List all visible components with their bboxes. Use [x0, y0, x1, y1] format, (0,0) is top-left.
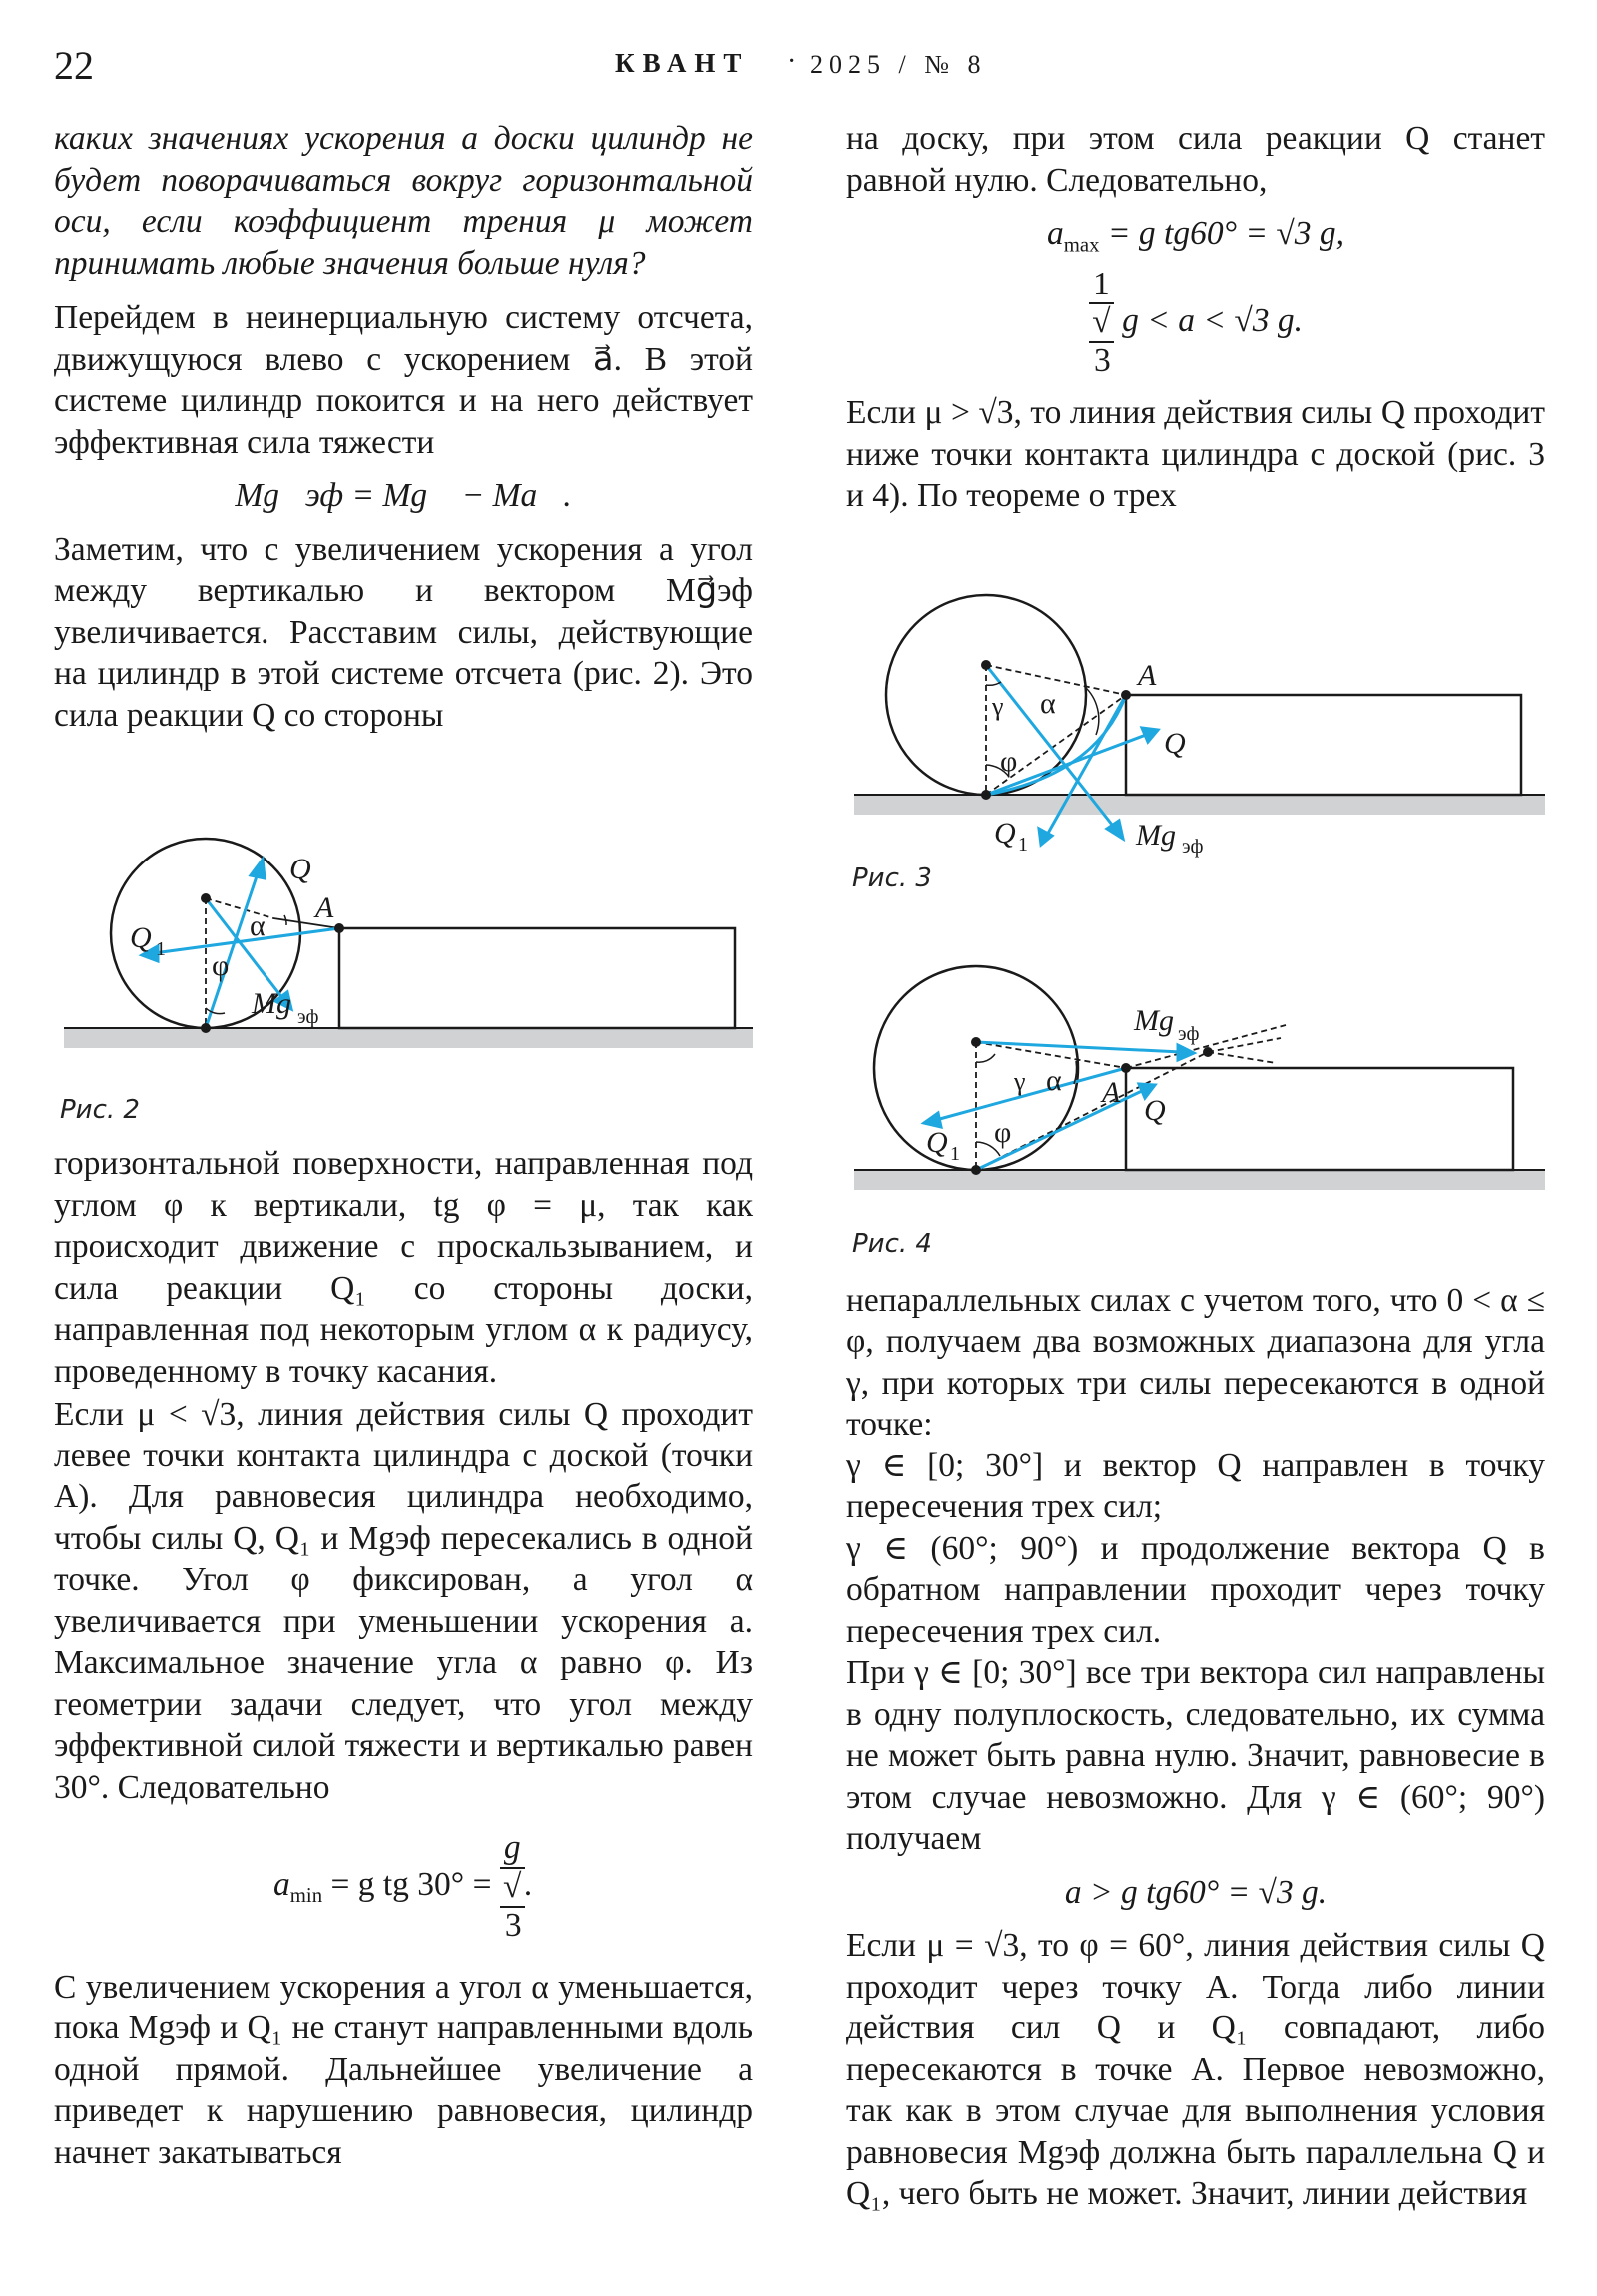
figure-2	[54, 776, 753, 1131]
svg-text:эф: эф	[1182, 835, 1204, 858]
figure-4-diagram	[846, 930, 1545, 1210]
equation-a-greater: a > g tg60° = √3 g.	[1064, 1873, 1328, 1911]
label-alpha: α	[250, 909, 266, 942]
page-number: 22	[54, 43, 94, 88]
label-alpha: α	[1040, 686, 1056, 720]
equation-effective-gravity: Mg⃗эф = Mg⃗ − Ma⃗.	[235, 477, 572, 514]
svg-text:1: 1	[950, 1142, 960, 1165]
paragraph: γ ∈ (60°; 90°) и продолжение вектора Q в обратном направлении проходит через точку пересечения трех сил.	[846, 1529, 1545, 1650]
figure-3-diagram	[846, 525, 1545, 858]
label-alpha: α	[1046, 1063, 1062, 1097]
paragraph: горизонтальной поверхности, направленная под углом φ к вертикали, tg φ = μ, так как происходит движение с проскальзыванием, и сила реакции Q₁ со стороны доски, направленная под некоторым углом α к радиусу, проведенному в точку касания.	[54, 1145, 753, 1390]
label-phi: φ	[212, 949, 230, 982]
figure-4	[846, 930, 1545, 1266]
figure-2-caption: Рис. 2	[60, 1094, 140, 1125]
page-header	[0, 0, 1597, 110]
label-Q1: Q	[130, 921, 152, 954]
label-Q1: Q	[994, 816, 1016, 850]
label-A: A	[1102, 1075, 1121, 1109]
label-phi: φ	[1000, 744, 1018, 778]
paragraph: Если μ > √3, то линия действия силы Q проходит ниже точки контакта цилиндра с доской (рис. 3 и 4). По теореме о трех	[846, 394, 1545, 515]
figure-4-caption: Рис. 4	[852, 1229, 932, 1260]
figure-3	[846, 525, 1545, 900]
label-Q: Q	[289, 853, 311, 885]
label-Mg: Mg	[1134, 1003, 1174, 1037]
label-phi: φ	[994, 1115, 1012, 1149]
svg-text:эф: эф	[1178, 1022, 1200, 1045]
paragraph: Если μ = √3, то φ = 60°, линия действия силы Q проходит через точку A. Тогда либо линии действия сил Q и Q₁ совпадают, либо пересекаются в точке A. Первое невозможно, так как в этом случае для выполнения условия равновесия Mgэф должна быть параллельна Q и Q₁, чего быть не может. Значит, линии действия	[846, 1927, 1545, 2213]
right-column	[846, 118, 1545, 2215]
label-A: A	[1138, 658, 1157, 692]
svg-text:1: 1	[1018, 833, 1028, 856]
paragraph: При γ ∈ [0; 30°] все три вектора сил направлены в одну полуплоскость, следовательно, их сумма не может быть равна нулю. Значит, равновесие в этом случае невозможно. Для γ ∈ (60°; 90°) получаем	[846, 1654, 1545, 1858]
label-Q: Q	[1144, 1093, 1166, 1127]
label-gamma: γ	[992, 691, 1004, 721]
figure-3-caption: Рис. 3	[852, 863, 932, 894]
label-Mg: Mg	[1136, 818, 1176, 852]
figure-2-diagram	[54, 776, 753, 1075]
equation-a-max: $a_{max} = g$ tg60° = √3 g,	[1047, 215, 1344, 257]
svg-text:эф: эф	[297, 1006, 319, 1028]
header-separator: ·	[787, 46, 797, 77]
label-A: A	[315, 891, 334, 924]
equation-range: 1 √ 3 g < a < √3 g.	[846, 267, 1545, 381]
label-Q1: Q	[926, 1125, 948, 1159]
label-Q: Q	[1164, 726, 1186, 760]
paragraph: Перейдем в неинерциальную систему отсчета, движущуюся влево с ускорением a⃗. В этой системе цилиндр покоится и на него действует эффективная сила тяжести	[54, 299, 753, 461]
left-column	[54, 118, 753, 2173]
label-Mg: Mg	[252, 987, 291, 1020]
paragraph: на доску, при этом сила реакции Q станет равной нулю. Следовательно,	[846, 120, 1545, 199]
paragraph: непараллельных силах с учетом того, что 0 < α ≤ φ, получаем два возможных диапазона для угла γ, при которых три силы пересекаются в одной точке:	[846, 1281, 1545, 1443]
label-gamma: γ	[1014, 1066, 1026, 1096]
paragraph: С увеличением ускорения a угол α уменьшается, пока Mgэф и Q₁ не станут направленными вдоль одной прямой. Дальнейшее увеличение a приведет к нарушению равновесия, цилиндр начнет закатываться	[54, 1968, 753, 2171]
journal-title: КВАНТ	[615, 48, 750, 78]
equation-a-min: $a_{min} = g$ tg 30° = g √ 3 .	[273, 1829, 533, 1944]
paragraph: Если μ < √3, линия действия силы Q проходит левее точки контакта цилиндра с доской (точки A). Для равновесия цилиндра необходимо, чтобы силы Q, Q₁ и Mgэф пересекались в одной точке. Угол φ фиксирован, а угол α увеличивается при уменьшении ускорения a. Максимальное значение угла α равно φ. Из геометрии задачи следует, что угол между эффективной силой тяжести и вертикалью равен 30°. Следовательно	[54, 1396, 753, 1806]
problem-statement: каких значениях ускорения a доски цилиндр не будет поворачиваться вокруг горизонтальной оси, если коэффициент трения μ может принимать любые значения больше нуля?	[54, 120, 753, 282]
paragraph: γ ∈ [0; 30°] и вектор Q направлен в точку пересечения трех сил;	[846, 1446, 1545, 1526]
svg-text:1: 1	[156, 938, 166, 960]
paragraph: Заметим, что с увеличением ускорения a угол между вертикалью и вектором Mg⃗эф увеличивается. Расставим силы, действующие на цилиндр в этой системе отсчета (рис. 2). Это сила реакции Q со стороны	[54, 530, 753, 734]
issue-number: 2025 / № 8	[810, 50, 987, 79]
